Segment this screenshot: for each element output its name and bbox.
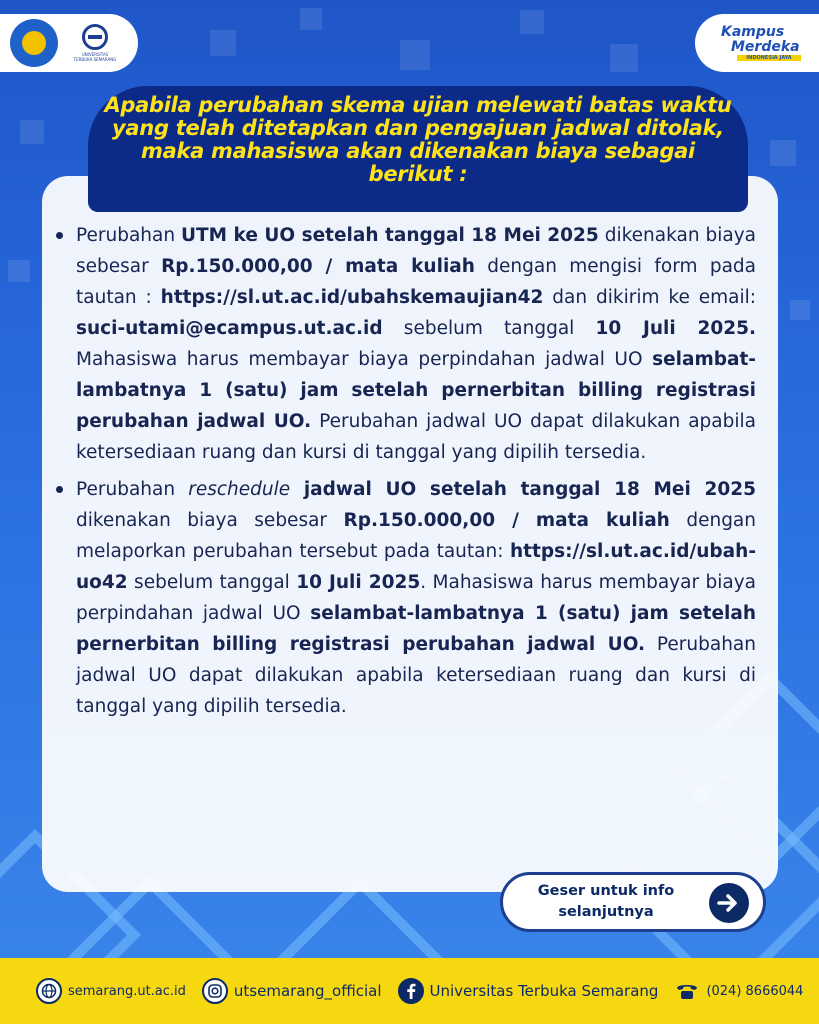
italic-span: reschedule (188, 479, 291, 500)
footer-facebook[interactable] (398, 978, 659, 1004)
text-span: dikenakan biaya sebesar (76, 510, 344, 531)
background-square (8, 260, 30, 282)
phone-icon (674, 978, 700, 1004)
ut-globe-icon (82, 24, 108, 50)
ut-logo-text: UNIVERSITAS TERBUKA SEMARANG (73, 52, 117, 62)
instagram-glyph (207, 983, 223, 999)
facebook-text: Universitas Terbuka Semarang (429, 982, 659, 1000)
background-square (790, 300, 810, 320)
text-span: sebelum tanggal (127, 572, 297, 593)
background-square (400, 40, 430, 70)
next-info-label (521, 881, 691, 923)
background-square (210, 30, 236, 56)
kampus-text: Kampus (721, 24, 785, 40)
phone-text: (024) 8666044 (706, 983, 804, 999)
headline: Apabila perubahan skema ujian melewati batas waktu yang telah ditetapkan dan pengajuan jadwal ditolak, maka mahasiswa akan dikenakan biaya sebagai berikut : (104, 93, 732, 186)
arrow-right-glyph (717, 893, 741, 913)
footer-website[interactable] (36, 978, 186, 1004)
ut-logo (72, 24, 118, 62)
list-item (56, 220, 756, 468)
arrow-right-icon (709, 883, 749, 923)
fee-amount: Rp.150.000,00 / mata kuliah (161, 256, 475, 277)
text-span: dengan melaporkan perubahan tersebut pada tautan: (76, 510, 756, 562)
report-link[interactable]: https://sl.ut.ac.id/ubah-uo42 (76, 541, 756, 593)
phone-glyph (675, 982, 699, 1000)
website-text: semarang.ut.ac.id (68, 983, 186, 999)
info-list (56, 220, 756, 728)
list-item (56, 474, 756, 722)
email-address[interactable]: suci-utami@ecampus.ut.ac.id (76, 318, 383, 339)
text-span: dan dikirim ke email: (543, 287, 756, 308)
text-span: Mahasiswa harus membayar biaya perpindahan jadwal UO (76, 349, 653, 370)
facebook-glyph (405, 983, 417, 999)
instagram-text: utsemarang_official (233, 982, 382, 1000)
bullet-text (76, 220, 756, 468)
kampus-merdeka-logo (695, 14, 819, 72)
text-span: Perubahan (76, 479, 189, 500)
bold-span: selambat-lambatnya 1 (satu) jam setelah pernerbitan billing registrasi perubahan jadwal UO. (76, 349, 756, 432)
footer-phone[interactable] (674, 978, 803, 1004)
fee-amount: Rp.150.000,00 / mata kuliah (343, 510, 670, 531)
bold-span: selambat-lambatnya 1 (satu) jam setelah pernerbitan billing registrasi perubahan jadwal UO. (76, 603, 756, 655)
globe-icon (36, 978, 62, 1004)
text-span: Perubahan jadwal UO dapat dilakukan apabila ketersediaan ruang dan kursi di tanggal yang dipilih tersedia. (76, 634, 756, 717)
footer-instagram[interactable] (202, 978, 382, 1004)
footer-bar (0, 958, 819, 1024)
background-square (520, 10, 544, 34)
form-link[interactable]: https://sl.ut.ac.id/ubahskemaujian42 (160, 287, 544, 308)
next-label-line1: Geser untuk info (537, 883, 675, 899)
next-info-button[interactable] (500, 872, 766, 932)
deadline-date: 10 Juli 2025. (595, 318, 756, 339)
facebook-icon (398, 978, 424, 1004)
text-span: Perubahan jadwal UO dapat dilakukan apabila ketersediaan ruang dan kursi di tanggal yang dipilih tersedia. (76, 411, 756, 463)
bullet-dot-icon (56, 232, 63, 239)
instagram-icon (202, 978, 228, 1004)
deadline-date: 10 Juli 2025 (296, 572, 421, 593)
bold-span: jadwal UO setelah tanggal 18 Mei 2025 (290, 479, 756, 500)
merdeka-text: Merdeka (731, 39, 800, 55)
globe-glyph (41, 983, 57, 999)
text-span: sebelum tanggal (382, 318, 596, 339)
background-square (770, 140, 796, 166)
institution-logos (0, 14, 138, 72)
background-square (20, 120, 44, 144)
text-span: Perubahan (76, 225, 181, 246)
text-span: dikenakan biaya sebesar (76, 225, 756, 277)
bullet-text (76, 474, 756, 722)
text-span: dengan mengisi form pada tautan : (76, 256, 757, 308)
text-span: . Mahasiswa harus membayar biaya perpindahan jadwal UO (76, 572, 757, 624)
next-label-line2: selanjutnya (558, 904, 654, 920)
background-square (610, 44, 638, 72)
bullet-dot-icon (56, 486, 63, 493)
tagline-text: INDONESIA JAYA (737, 55, 801, 61)
bold-span: UTM ke UO setelah tanggal 18 Mei 2025 (181, 225, 599, 246)
kemendikbud-emblem-icon (10, 19, 58, 67)
background-square (300, 8, 322, 30)
